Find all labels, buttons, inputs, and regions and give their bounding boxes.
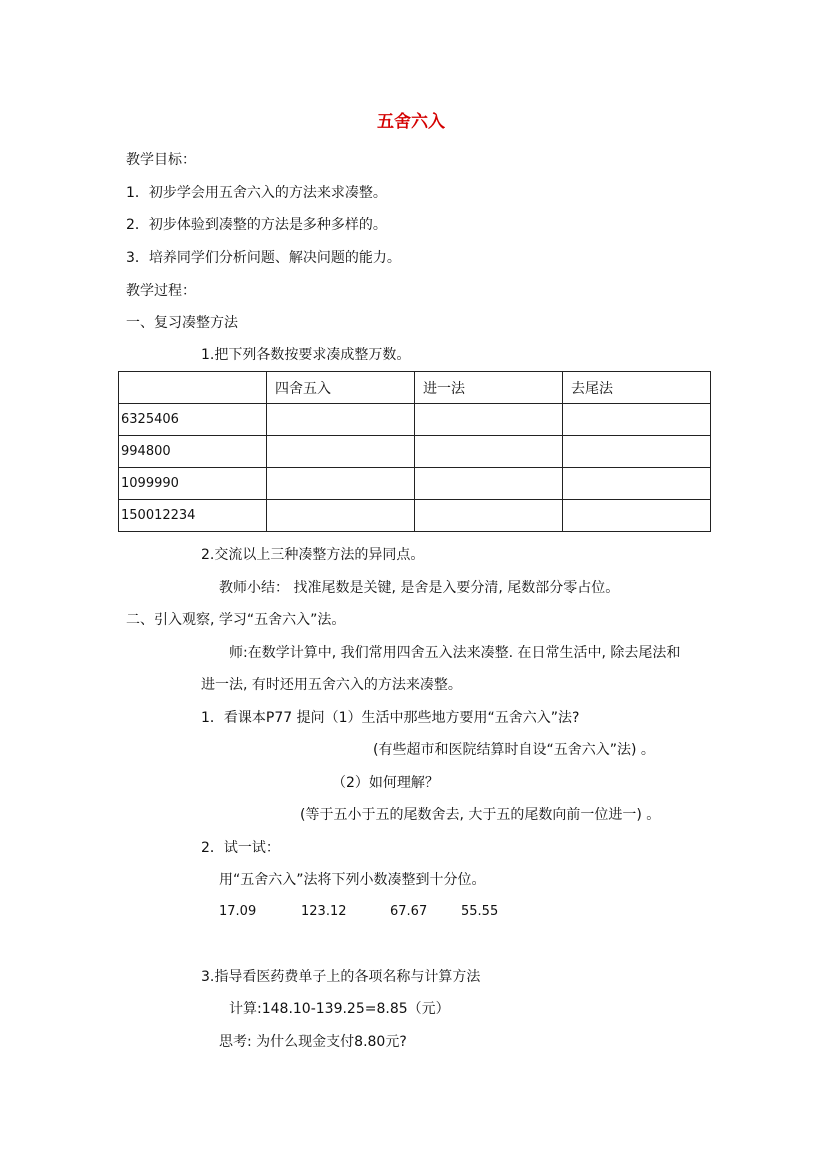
item2-description: 用“五舍六入”法将下列小数凑整到十分位。 [219,872,486,888]
table-cell-empty [415,404,563,436]
item1-question-2: （2）如何理解？ [332,775,439,791]
thinking-question: 思考: 为什么现金支付8.80元? [219,1034,407,1050]
rounding-table [118,371,711,532]
teacher-summary: 教师小结： 找准尾数是关键, 是舍是入要分清, 尾数部分零占位。 [219,580,620,596]
item2-heading: 2．试一试： [201,840,280,856]
table-cell-empty [563,436,711,468]
table-cell-empty [267,436,415,468]
section1-task2: 2.交流以上三种凑整方法的异同点。 [201,547,425,563]
item1-question: 1．看课本P77 提问（1）生活中那些地方要用“五舍六入”法? [201,710,580,726]
table-cell-empty [563,468,711,500]
section1-heading: 一、复习凑整方法 [126,315,238,331]
table-cell-empty [563,404,711,436]
table-cell-empty [267,500,415,532]
table-cell-number: 6325406 [119,404,267,436]
teacher-line-1: 师:在数学计算中, 我们常用四舍五入法来凑整. 在日常生活中, 除去尾法和 [229,645,681,661]
item3-heading: 3.指导看医药费单子上的各项名称与计算方法 [201,969,481,985]
table-cell-number: 994800 [119,436,267,468]
item1-answer-2: (等于五小于五的尾数舍去, 大于五的尾数向前一位进一) 。 [300,807,661,823]
decimal-number: 55.55 [461,904,499,919]
table-cell-empty [415,436,563,468]
table-header-row [119,372,711,404]
goals-heading: 教学目标： [126,152,196,168]
section2-heading: 二、引入观察, 学习“五舍六入”法。 [126,612,346,628]
table-cell-number: 150012234 [119,500,267,532]
table-header-cell: 进一法 [415,372,563,404]
goal-item-1: 1．初步学会用五舍六入的方法来求凑整。 [126,185,387,201]
decimal-numbers [219,902,498,922]
table-cell-empty [415,468,563,500]
table-row [119,436,711,468]
table-row [119,404,711,436]
goal-item-2: 2．初步体验到凑整的方法是多种多样的。 [126,217,387,233]
decimal-number: 17.09 [219,904,257,919]
table-row [119,468,711,500]
teacher-line-2: 进一法, 有时还用五舍六入的方法来凑整。 [201,677,462,693]
goal-item-3: 3．培养同学们分析问题、解决问题的能力。 [126,250,401,266]
decimal-number: 123.12 [301,904,347,919]
item1-answer: (有些超市和医院结算时自设“五舍六入”法) 。 [373,742,655,758]
section1-task1: 1.把下列各数按要求凑成整万数。 [201,347,411,363]
table-header-cell: 去尾法 [563,372,711,404]
decimal-number: 67.67 [390,904,428,919]
page-title: 五舍六入 [377,112,445,132]
table-cell-empty [267,468,415,500]
process-heading: 教学过程： [126,283,196,299]
table-header-cell [119,372,267,404]
table-cell-empty [563,500,711,532]
table-cell-empty [267,404,415,436]
table-row [119,500,711,532]
calculation: 计算:148.10-139.25=8.85（元） [229,1001,450,1017]
table-cell-empty [415,500,563,532]
table-cell-number: 1099990 [119,468,267,500]
table-header-cell: 四舍五入 [267,372,415,404]
